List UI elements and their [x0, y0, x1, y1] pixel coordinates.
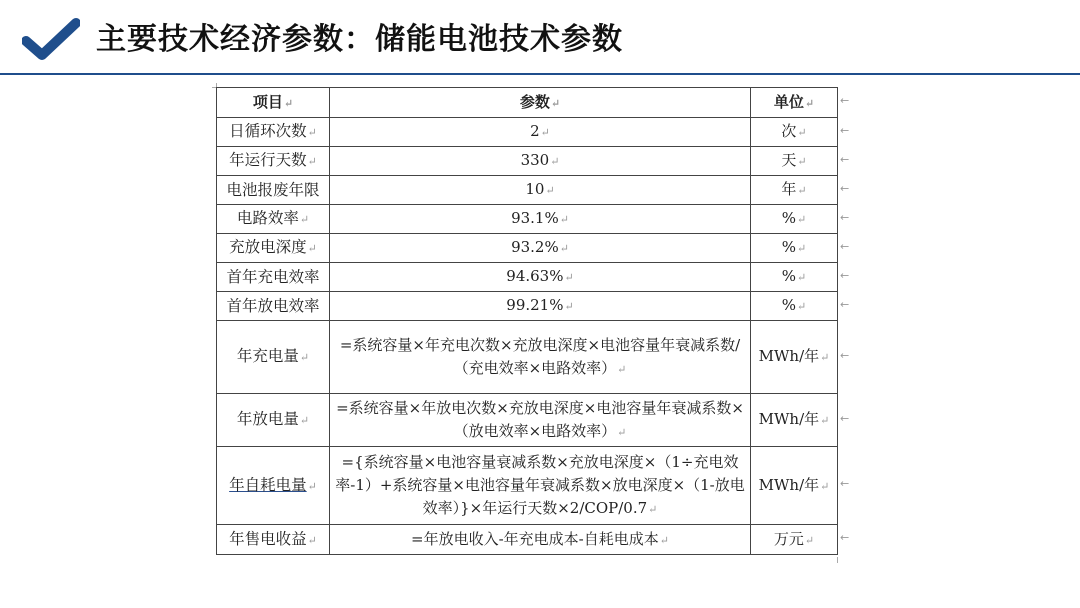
checkmark-icon: [22, 17, 80, 61]
row-item: 日循环次数: [229, 122, 307, 140]
row-unit: 年: [781, 180, 797, 198]
row-item: 电路效率: [236, 209, 299, 227]
table-header-row: [217, 88, 838, 118]
row-unit: MWh/年: [758, 347, 820, 365]
table-row: 年售电收益↵ =年放电收入-年充电成本-自耗电成本↵ 万元↵: [217, 525, 838, 555]
row-param: =年放电收入-年充电成本-自耗电成本: [411, 529, 659, 548]
table-row: 首年放电效率 99.21%↵ %↵: [217, 292, 838, 321]
row-item: 年自耗电量: [229, 475, 307, 494]
row-unit: %: [781, 209, 797, 227]
row-end-mark: ←: [840, 181, 850, 195]
row-param: 99.21%: [506, 296, 564, 314]
row-param: 330: [520, 151, 550, 169]
row-item: 首年充电效率: [226, 268, 320, 286]
row-item: 年运行天数: [229, 151, 307, 169]
table-end-mark: [837, 557, 842, 563]
row-param: 10: [525, 180, 545, 198]
header-param: 参数↵: [330, 88, 751, 118]
row-end-mark: ←: [840, 411, 850, 425]
slide-header: [0, 0, 1080, 74]
row-param: =系统容量×年放电次数×充放电深度×电池容量年衰减系数×（放电效率×电路效率）: [336, 398, 744, 440]
row-end-mark: ←: [840, 123, 850, 137]
table-row: 年运行天数↵ 330↵ 天↵: [217, 147, 838, 176]
row-param: 93.2%: [511, 238, 559, 256]
table-row: 充放电深度↵ 93.2%↵ %↵: [217, 234, 838, 263]
row-end-mark: ←: [840, 94, 850, 107]
row-param: 2: [530, 122, 540, 140]
row-unit: 次: [781, 122, 797, 140]
row-unit: %: [781, 238, 797, 256]
row-end-mark: ←: [840, 477, 850, 490]
parameter-table: [216, 87, 838, 555]
row-item: 电池报废年限: [226, 181, 320, 199]
table-row: 年充电量↵ =系统容量×年充电次数×充放电深度×电池容量年衰减系数/（充电效率×电路效率）↵ MWh/年↵: [217, 321, 838, 394]
row-item: 首年放电效率: [226, 297, 320, 315]
row-item: 年放电量: [236, 410, 299, 428]
table-row: 年自耗电量↵ ={系统容量×电池容量衰减系数×充放电深度×（1÷充电效率-1）+系统容量×电池容量年衰减系数×放电深度×（1-放电效率）}×年运行天数×2/COP/0.7↵ MWh/年↵: [217, 447, 838, 525]
parameter-table-container: [216, 87, 856, 567]
row-item: 充放电深度: [229, 238, 307, 256]
row-item: 年售电收益: [229, 529, 307, 548]
row-unit: MWh/年: [758, 475, 820, 494]
row-unit: %: [781, 296, 797, 314]
table-row: 首年充电效率 94.63%↵ %↵: [217, 263, 838, 292]
row-end-mark: ←: [840, 152, 850, 166]
header-unit: 单位↵: [751, 88, 838, 118]
row-unit: 万元: [773, 529, 804, 548]
row-end-mark: ←: [840, 210, 850, 224]
row-param: =系统容量×年充电次数×充放电深度×电池容量年衰减系数/（充电效率×电路效率）: [339, 335, 741, 377]
row-end-mark: ←: [840, 348, 850, 362]
table-row: 日循环次数↵ 2↵ 次↵: [217, 118, 838, 147]
header-item: 项目↵: [217, 88, 330, 118]
row-unit: %: [781, 267, 797, 285]
table-row: 年放电量↵ =系统容量×年放电次数×充放电深度×电池容量年衰减系数×（放电效率×电路效率）↵ MWh/年↵: [217, 394, 838, 447]
table-row: 电池报废年限 10↵ 年↵: [217, 176, 838, 205]
row-unit: 天: [781, 151, 797, 169]
row-item: 年充电量: [236, 347, 299, 365]
row-end-mark: ←: [840, 297, 850, 311]
header-divider: [0, 73, 1080, 75]
row-param: 93.1%: [511, 209, 559, 227]
table-row: 电路效率↵ 93.1%↵ %↵: [217, 205, 838, 234]
page-title: 主要技术经济参数：储能电池技术参数: [96, 22, 623, 57]
row-end-mark: ←: [840, 531, 850, 544]
row-param: ={系统容量×电池容量衰减系数×充放电深度×（1÷充电效率-1）+系统容量×电池容量年衰减系数×放电深度×（1-放电效率）}×年运行天数×2/COP/0.7: [335, 452, 745, 517]
row-end-mark: ←: [840, 239, 850, 253]
row-unit: MWh/年: [758, 410, 820, 428]
row-end-mark: ←: [840, 268, 850, 282]
row-param: 94.63%: [506, 267, 564, 285]
